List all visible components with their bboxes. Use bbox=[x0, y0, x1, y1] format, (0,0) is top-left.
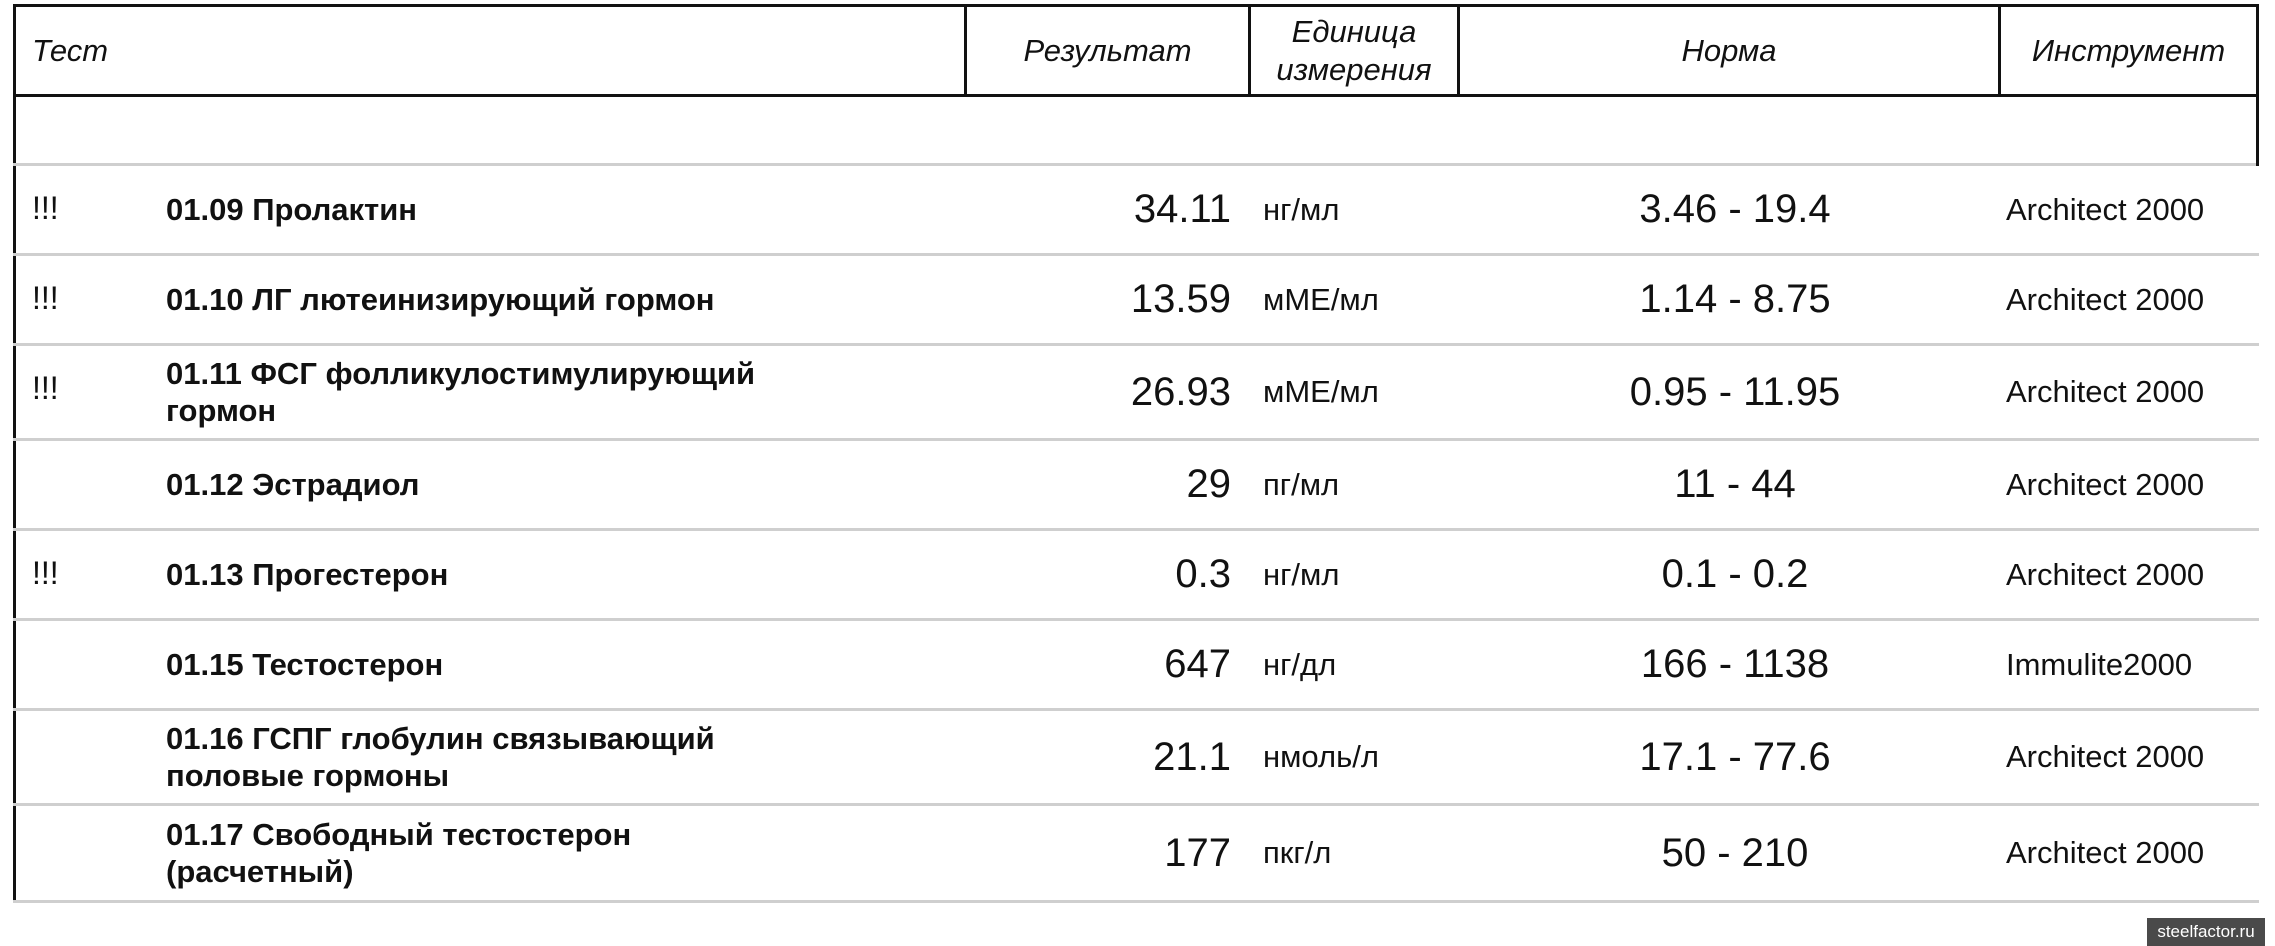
table-row bbox=[13, 346, 2259, 441]
instrument-name: Immulite2000 bbox=[2006, 646, 2193, 682]
header-unit bbox=[1251, 7, 1457, 94]
unit-value: нг/мл bbox=[1263, 556, 1340, 592]
empty-row bbox=[13, 97, 2259, 166]
header-norm bbox=[1460, 7, 1998, 94]
result-value: 177 bbox=[1164, 830, 1231, 875]
table-body bbox=[13, 97, 2259, 903]
header-test bbox=[32, 7, 932, 94]
norm-range: 11 - 44 bbox=[1674, 462, 1796, 506]
test-name: 01.16 ГСПГ глобулин связывающий половые гормоны bbox=[166, 720, 715, 793]
unit-value: нг/дл bbox=[1263, 646, 1337, 682]
unit-value: пкг/л bbox=[1263, 835, 1332, 870]
unit-value: пг/мл bbox=[1263, 466, 1340, 502]
table-row bbox=[13, 711, 2259, 806]
table-row bbox=[13, 166, 2259, 256]
test-name: 01.12 Эстрадиол bbox=[166, 466, 420, 502]
unit-value: нг/мл bbox=[1263, 191, 1340, 227]
instrument-name: Architect 2000 bbox=[2006, 281, 2205, 317]
norm-range: 166 - 1138 bbox=[1640, 642, 1830, 686]
table-row bbox=[13, 441, 2259, 531]
instrument-name: Architect 2000 bbox=[2006, 835, 2205, 870]
header-unit-line1: Единица bbox=[1291, 14, 1417, 50]
test-name: 01.15 Тестостерон bbox=[166, 646, 444, 682]
header-norm-label: Норма bbox=[1681, 32, 1777, 68]
result-value: 34.11 bbox=[1133, 187, 1231, 231]
test-name: 01.13 Прогестерон bbox=[166, 556, 449, 592]
header-test-label: Тест bbox=[32, 32, 109, 68]
instrument-name: Architect 2000 bbox=[2006, 556, 2205, 592]
norm-range: 50 - 210 bbox=[1661, 830, 1809, 875]
result-value: 26.93 bbox=[1130, 369, 1231, 414]
result-value: 29 bbox=[1186, 462, 1231, 506]
norm-range: 0.1 - 0.2 bbox=[1661, 552, 1809, 596]
header-instrument bbox=[2001, 7, 2256, 94]
abnormal-flag: !!! bbox=[32, 190, 59, 226]
test-name: 01.17 Свободный тестостерон (расчетный) bbox=[166, 816, 632, 889]
table-row bbox=[13, 806, 2259, 903]
site-watermark: steelfactor.ru bbox=[2147, 918, 2265, 946]
instrument-name: Architect 2000 bbox=[2006, 374, 2205, 409]
header-instrument-label: Инструмент bbox=[2031, 32, 2226, 68]
abnormal-flag: !!! bbox=[32, 370, 59, 406]
unit-value: мМЕ/мл bbox=[1263, 281, 1379, 317]
table-row bbox=[13, 531, 2259, 621]
unit-value: нмоль/л bbox=[1263, 739, 1379, 774]
table-header bbox=[13, 4, 2259, 97]
test-name: 01.10 ЛГ лютеинизирующий гормон bbox=[166, 281, 715, 317]
header-result-label: Результат bbox=[1023, 32, 1192, 68]
table-row bbox=[13, 621, 2259, 711]
result-value: 21.1 bbox=[1153, 734, 1231, 779]
result-value: 647 bbox=[1164, 642, 1231, 686]
header-unit-line2: измерения bbox=[1276, 51, 1432, 87]
header-result bbox=[967, 7, 1248, 94]
instrument-name: Architect 2000 bbox=[2006, 739, 2205, 774]
norm-range: 1.14 - 8.75 bbox=[1639, 277, 1831, 321]
norm-range: 3.46 - 19.4 bbox=[1639, 187, 1831, 231]
table-row bbox=[13, 256, 2259, 346]
norm-range: 0.95 - 11.95 bbox=[1629, 369, 1841, 414]
instrument-name: Architect 2000 bbox=[2006, 466, 2205, 502]
abnormal-flag: !!! bbox=[32, 555, 59, 591]
table-right-border bbox=[2256, 97, 2259, 166]
result-value: 13.59 bbox=[1130, 277, 1231, 321]
abnormal-flag: !!! bbox=[32, 280, 59, 316]
test-name: 01.09 Пролактин bbox=[166, 191, 417, 227]
test-name: 01.11 ФСГ фолликулостимулирующий гормон bbox=[166, 355, 756, 428]
instrument-name: Architect 2000 bbox=[2006, 191, 2205, 227]
unit-value: мМЕ/мл bbox=[1263, 374, 1379, 409]
norm-range: 17.1 - 77.6 bbox=[1639, 734, 1831, 779]
result-value: 0.3 bbox=[1175, 552, 1231, 596]
